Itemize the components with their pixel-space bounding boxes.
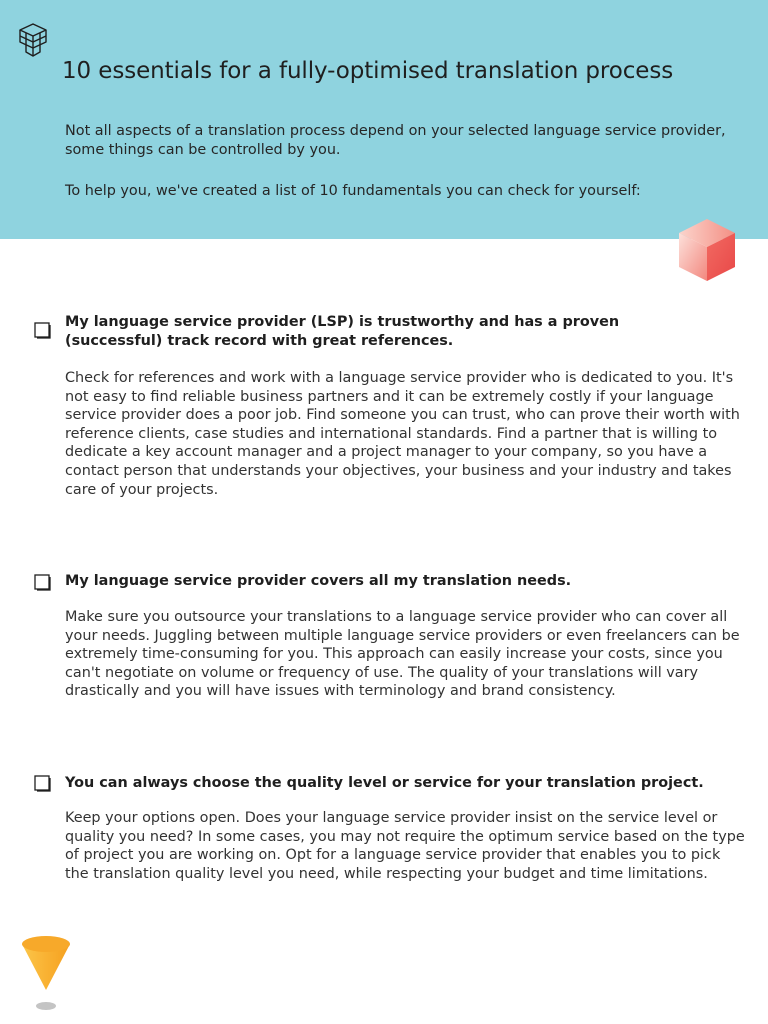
yellow-cone-icon [20, 934, 72, 1012]
item-title: My language service provider (LSP) is trustworthy and has a proven (successful) track record with great references. [65, 314, 620, 349]
checkbox-icon[interactable] [34, 574, 51, 591]
item-title: You can always choose the quality level or service for your translation project. [65, 775, 704, 791]
header-band [0, 0, 768, 239]
checkbox-icon[interactable] [34, 322, 51, 339]
item-body: Keep your options open. Does your language service provider insist on the service level or quality you need? In some cases, you may not require the optimum service based on the type of project you are working on. Opt for a language service provider that enables you to pick the translation quality level you need, while respecting your budget and time limitations. [65, 810, 745, 882]
page-title: 10 essentials for a fully-optimised translation process [62, 58, 674, 84]
item-body: Check for references and work with a language service provider who is dedicated to you. It's not easy to find reliable business partners and it can be extremely costly if your language service provider does a poor job. Find someone you can trust, who can prove their worth with reference clients, case studies and international standards. Find a partner that is willing to dedicate a key account manager and a project manager to your company, so you have a contact person that understands your objectives, your business and your industry and takes care of your projects. [65, 370, 740, 498]
item-body: Make sure you outsource your translations to a language service provider who can cover all your needs. Juggling between multiple language service providers or even freelancers can be extremely time-consuming for you. This approach can easily increase your costs, since you can't negotiate on volume or frequency of use. The quality of your translations will vary drastically and you will have issues with terminology and brand consistency. [65, 609, 740, 700]
cubes-logo-icon [16, 22, 50, 58]
checkbox-icon[interactable] [34, 775, 51, 792]
red-cube-icon [676, 216, 738, 284]
intro-paragraph-2: To help you, we've created a list of 10 fundamentals you can check for yourself: [65, 183, 641, 199]
intro-paragraph: Not all aspects of a translation process depend on your selected language service provider, some things can be controlled by you. [65, 123, 726, 158]
item-title: My language service provider covers all my translation needs. [65, 573, 572, 589]
